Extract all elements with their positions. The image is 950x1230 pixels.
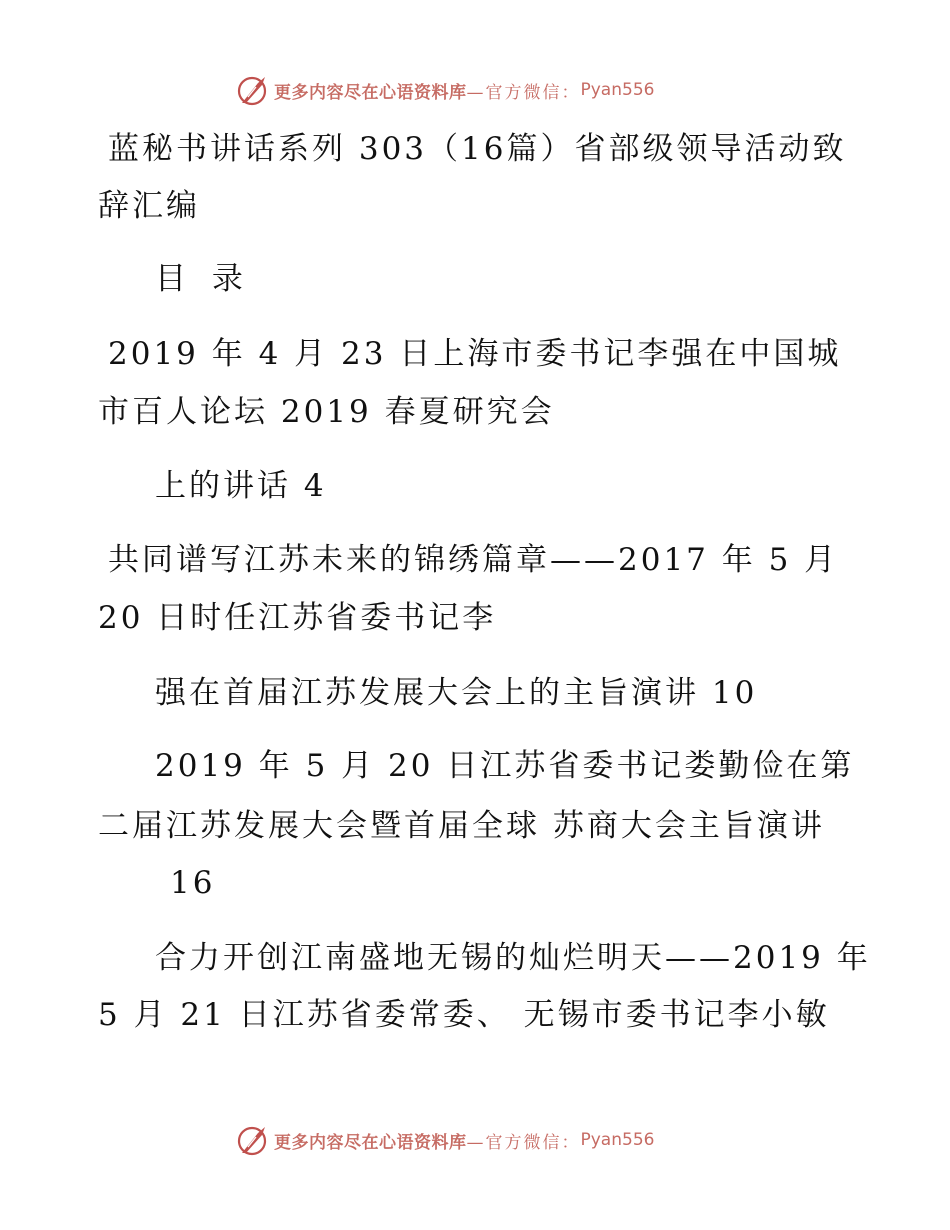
header-watermark (236, 72, 654, 108)
quill-pen-logo-icon (236, 73, 270, 107)
toc-entry-2-line-1: 共同谱写江苏未来的锦绣篇章——2017 年 5 月 (108, 542, 839, 578)
watermark-text: 更多内容尽在心语资料库 (274, 82, 467, 103)
watermark-wechat-label: —官方微信： (466, 1132, 581, 1153)
toc-entry-1-line-1: 2019 年 4 月 23 日上海市委书记李强在中国城 (108, 336, 842, 372)
toc-entry-4-line-2: 5 月 21 日江苏省委常委、 无锡市委书记李小敏 (98, 997, 830, 1033)
toc-entry-3-line-1: 2019 年 5 月 20 日江苏省委书记娄勤俭在第 (155, 748, 855, 784)
toc-entry-4-line-1: 合力开创江南盛地无锡的灿烂明天——2019 年 (155, 940, 871, 976)
toc-entry-2-line-2: 20 日时任江苏省委书记李 (98, 600, 497, 636)
footer-watermark (236, 1122, 654, 1158)
toc-entry-1-line-2: 市百人论坛 2019 春夏研究会 (98, 394, 555, 430)
document-title-line-1: 蓝秘书讲话系列 303（16篇）省部级领导活动致 (108, 131, 847, 167)
toc-entry-2-line-3: 强在首届江苏发展大会上的主旨演讲 10 (155, 675, 758, 711)
document-title-line-2: 辞汇编 (98, 188, 200, 224)
toc-entry-3-line-3: 16 (170, 865, 216, 901)
quill-pen-logo-icon (236, 1123, 270, 1157)
toc-heading: 目 录 (155, 261, 251, 297)
toc-entry-1-line-3: 上的讲话 4 (155, 468, 327, 504)
watermark-wechat-id: Pyan556 (580, 80, 655, 100)
watermark-wechat-label: —官方微信： (466, 82, 581, 103)
watermark-text: 更多内容尽在心语资料库 (274, 1132, 467, 1153)
toc-entry-3-line-2: 二届江苏发展大会暨首届全球 苏商大会主旨演讲 (98, 808, 825, 844)
watermark-wechat-id: Pyan556 (580, 1130, 655, 1150)
